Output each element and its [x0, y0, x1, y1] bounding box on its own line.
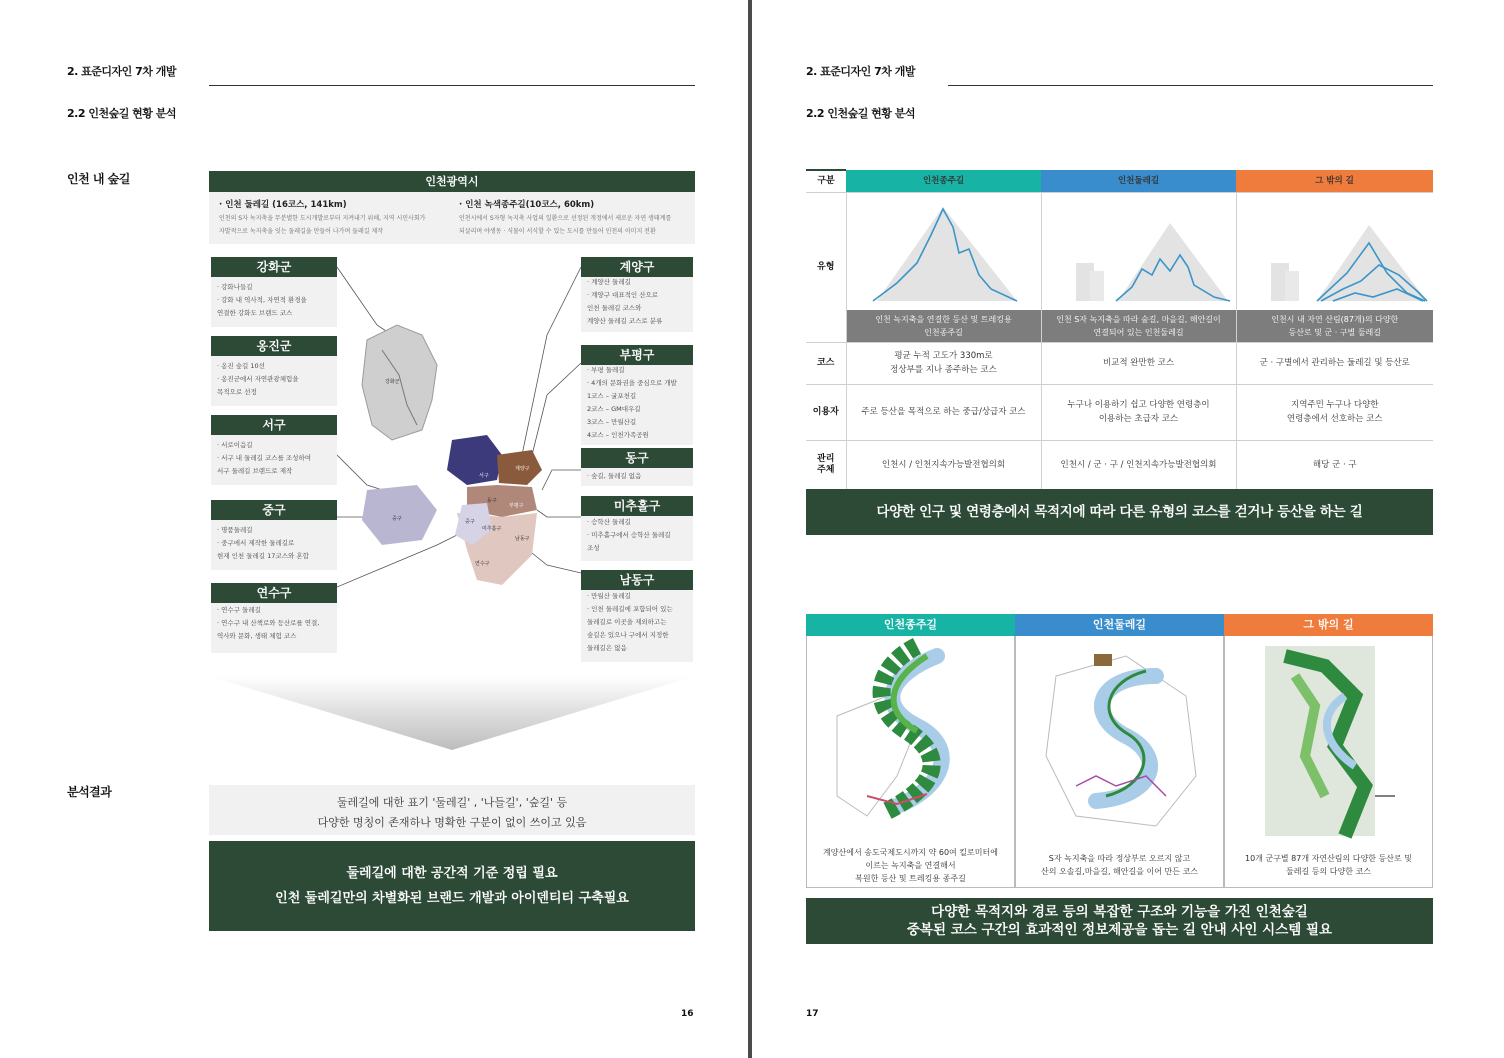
table-row-users [806, 384, 1433, 440]
district-desc: · 승학산 둘레길 · 미추홀구에서 승학산 둘레길 조성 [587, 518, 671, 552]
district-desc: · 서로이음길 · 서구 내 둘레길 코스를 조성하여 서구 둘레길 브랜드로 제작 [217, 441, 312, 475]
type-cell-other [1236, 192, 1433, 342]
map-desc: 계양산에서 송도국제도시까지 약 60여 킬로미터에 이르는 녹지축을 연결해서 복원한 등산 및 트레킹용 종주길 [823, 848, 998, 883]
page-17 [752, 0, 1504, 1058]
info-head: · 인천 녹색종주길(10코스, 60km) [459, 200, 595, 210]
type-desc: 인천 S자 녹지축을 따라 숲길, 마을길, 해안길이 연결되어 있는 인천둘레길 [1042, 310, 1236, 342]
table-cell: 군 · 구별에서 관리하는 둘레길 및 등산로 [1236, 342, 1433, 384]
summary-banner-2 [806, 898, 1433, 944]
funnel-arrow [209, 676, 695, 754]
info-head: · 인천 둘레길 (16코스, 141km) [219, 200, 347, 210]
row-head: 유형 [806, 192, 846, 342]
header-rule [209, 85, 695, 86]
col-head-jongju: 인천종주길 [846, 170, 1041, 192]
map-label: 서구 [479, 473, 489, 479]
subsection-title: 2.2 인천숲길 현황 분석 [806, 107, 915, 120]
section-title: 2. 표준디자인 7차 개발 [67, 65, 176, 78]
table-row-type [806, 192, 1433, 342]
map-col-jongju: 인천종주길 [806, 614, 1015, 636]
district-desc: · 부평 둘레길 · 4개의 문화권을 중심으로 개발 1코스 – 굴포천길 2코스 – GM대우길 3코스 – 만월산길 4코스 – 인천가족공원 [587, 366, 677, 439]
result-gray-box [209, 785, 695, 835]
banner-line: 다양한 목적지와 경로 등의 복잡한 구조와 기능을 가진 인천숲길 [931, 904, 1308, 920]
map-desc: 10개 군구별 87개 자연산림의 다양한 등산로 및 둘레길 등의 다양한 코스 [1245, 854, 1412, 876]
row-head: 코스 [806, 342, 846, 384]
district-desc: · 강화나들길 · 강화 내 역사적, 자연적 환경을 연결한 강화도 브랜드 코스 [217, 283, 307, 317]
table-cell: 지역주민 누구나 다양한 연령층에서 선호하는 코스 [1236, 384, 1433, 440]
summary-banner-1: 다양한 인구 및 연령층에서 목적지에 따라 다른 유형의 코스를 걷거나 등산을 하는 길 [806, 489, 1433, 535]
map-label: 동구 [487, 498, 497, 504]
other-route-map [1225, 636, 1432, 842]
district-desc: · 옹진 숲길 10선 · 옹진군에서 자연관광체험을 목적으로 선정 [217, 362, 299, 396]
header-rule [948, 85, 1433, 86]
district-desc: · 만월산 둘레길 · 인천 둘레길에 포함되어 있는 둘레길로 이곳을 제외하고는 숲길은 있으나 구에서 지정한 둘레길은 없음 [587, 592, 673, 652]
result-line: 인천 둘레길만의 차별화된 브랜드 개발과 아이덴티티 구축필요 [275, 891, 629, 906]
row-head: 이용자 [806, 384, 846, 440]
map-col-dulle: 인천둘레길 [1015, 614, 1224, 636]
district-desc: · 연수구 둘레길 · 연수구 내 산책로와 등산로를 연결, 역사와 문화, 생태 체험 코스 [217, 606, 320, 640]
district-title: 강화군 [211, 257, 337, 277]
map-label: 연수구 [475, 561, 490, 567]
map-label: 중구 [465, 519, 475, 525]
city-info-box [209, 192, 695, 244]
district-title: 연수구 [211, 583, 337, 603]
map-label: 부평구 [509, 503, 524, 509]
incheon-district-map [337, 255, 581, 675]
table-cell: 주로 등산을 목적으로 하는 중급/상급자 코스 [846, 384, 1041, 440]
forest-trails-label: 인천 내 숲길 [67, 172, 130, 186]
table-cell: 비교적 완만한 코스 [1041, 342, 1236, 384]
jongju-route-map [807, 636, 1014, 842]
table-header-row [806, 170, 1433, 192]
map-col-other: 그 밖의 길 [1224, 614, 1433, 636]
result-line: 다양한 명칭이 존재하나 명확한 구분이 없이 쓰이고 있음 [317, 816, 587, 829]
page-number: 16 [681, 1009, 694, 1019]
comparison-table [806, 169, 1433, 491]
row-head: 관리 주체 [806, 440, 846, 490]
district-title: 부평구 [581, 345, 693, 365]
district-title: 동구 [581, 448, 693, 468]
mountain-profile-dulle [1042, 193, 1236, 305]
info-dullegil [219, 198, 449, 238]
district-desc: · 명품둘레길 · 중구에서 제작한 둘레길로 현재 인천 둘레길 17코스와 혼합 [217, 526, 309, 560]
map-label: 중구 [392, 516, 402, 522]
type-cell-jongju [846, 192, 1041, 342]
map-cell-dulle [1015, 636, 1224, 888]
district-desc: · 숲길, 둘레길 없음 [587, 472, 642, 480]
district-title: 미추홀구 [581, 496, 693, 516]
map-label: 남동구 [515, 536, 530, 542]
incheon-city-title: 인천광역시 [209, 171, 695, 192]
table-corner: 구분 [806, 170, 846, 192]
mountain-profile-jongju [847, 193, 1041, 305]
info-green-trail [459, 198, 691, 238]
leader-lines [337, 267, 581, 587]
subsection-title: 2.2 인천숲길 현황 분석 [67, 107, 176, 120]
table-cell: 인천시 / 군 · 구 / 인천지속가능발전협의회 [1041, 440, 1236, 490]
table-row-course [806, 342, 1433, 384]
table-cell: 해당 군 · 구 [1236, 440, 1433, 490]
type-desc: 인천시 내 자연 산림(87개)의 다양한 등산로 및 군 · 구별 둘레길 [1237, 310, 1434, 342]
map-cell-jongju [806, 636, 1015, 888]
result-line: 둘레길에 대한 표기 '둘레길' , '나들길', '숲길' 등 [336, 796, 568, 809]
map-label: 강화군 [385, 379, 400, 385]
result-green-box [209, 841, 695, 931]
table-cell: 평균 누적 고도가 330m로 정상부를 지나 종주하는 코스 [846, 342, 1041, 384]
mountain-profile-other [1237, 193, 1433, 305]
banner-line: 중복된 코스 구간의 효과적인 정보제공을 돕는 길 안내 사인 시스템 필요 [906, 922, 1333, 938]
map-label: 미추홀구 [482, 526, 502, 532]
type-desc: 인천 녹지축을 연결한 등산 및 트레킹용 인천종주길 [847, 310, 1041, 342]
district-title: 계양구 [581, 257, 693, 277]
table-cell: 인천시 / 인천지속가능발전협의회 [846, 440, 1041, 490]
result-line: 둘레길에 대한 공간적 기준 정립 필요 [346, 866, 558, 881]
col-head-other: 그 밖의 길 [1236, 170, 1433, 192]
district-title: 옹진군 [211, 336, 337, 356]
table-cell: 누구나 이용하기 쉽고 다양한 연령층이 이용하는 초급자 코스 [1041, 384, 1236, 440]
district-title: 중구 [211, 500, 337, 520]
jung-gu-island-region [362, 485, 437, 545]
district-title: 서구 [211, 415, 337, 435]
page-16 [0, 0, 748, 1058]
ganghwa-region [362, 325, 437, 440]
district-title: 남동구 [581, 570, 693, 590]
section-title: 2. 표준디자인 7차 개발 [806, 65, 915, 78]
seo-gu-region [447, 435, 502, 485]
map-desc: S자 녹지축을 따라 정상부로 오르지 않고 산의 오솔길,마을길, 해안길을 이어 만든 코스 [1041, 854, 1198, 876]
analysis-result-label: 분석결과 [67, 785, 112, 799]
table-row-manager [806, 440, 1433, 490]
map-cell-other [1224, 636, 1433, 888]
info-body: 인천의 S자 녹지축을 무분별한 도시개발로부터 지켜내기 위해, 지역 시민사회가 자발적으로 녹지축을 잇는 둘레길을 만들어 나가며 둘레길 제작 [219, 215, 426, 235]
district-desc: · 계양산 둘레길 · 계양구 대표적인 산으로 인천 둘레길 코스와 계양산 둘레길 코스로 분류 [587, 278, 663, 325]
type-cell-dulle [1041, 192, 1236, 342]
col-head-dulle: 인천둘레길 [1041, 170, 1236, 192]
map-label: 계양구 [515, 466, 530, 472]
info-body: 인천시에서 S자형 녹지축 사업의 일환으로 선정된 개정에서 새로운 자연 생태계를 되살리며 야생동 · 식물이 서식할 수 있는 도시를 만들어 인천의 이미지 전환 [459, 215, 672, 235]
dulle-route-map [1016, 636, 1223, 842]
page-number: 17 [806, 1009, 819, 1019]
